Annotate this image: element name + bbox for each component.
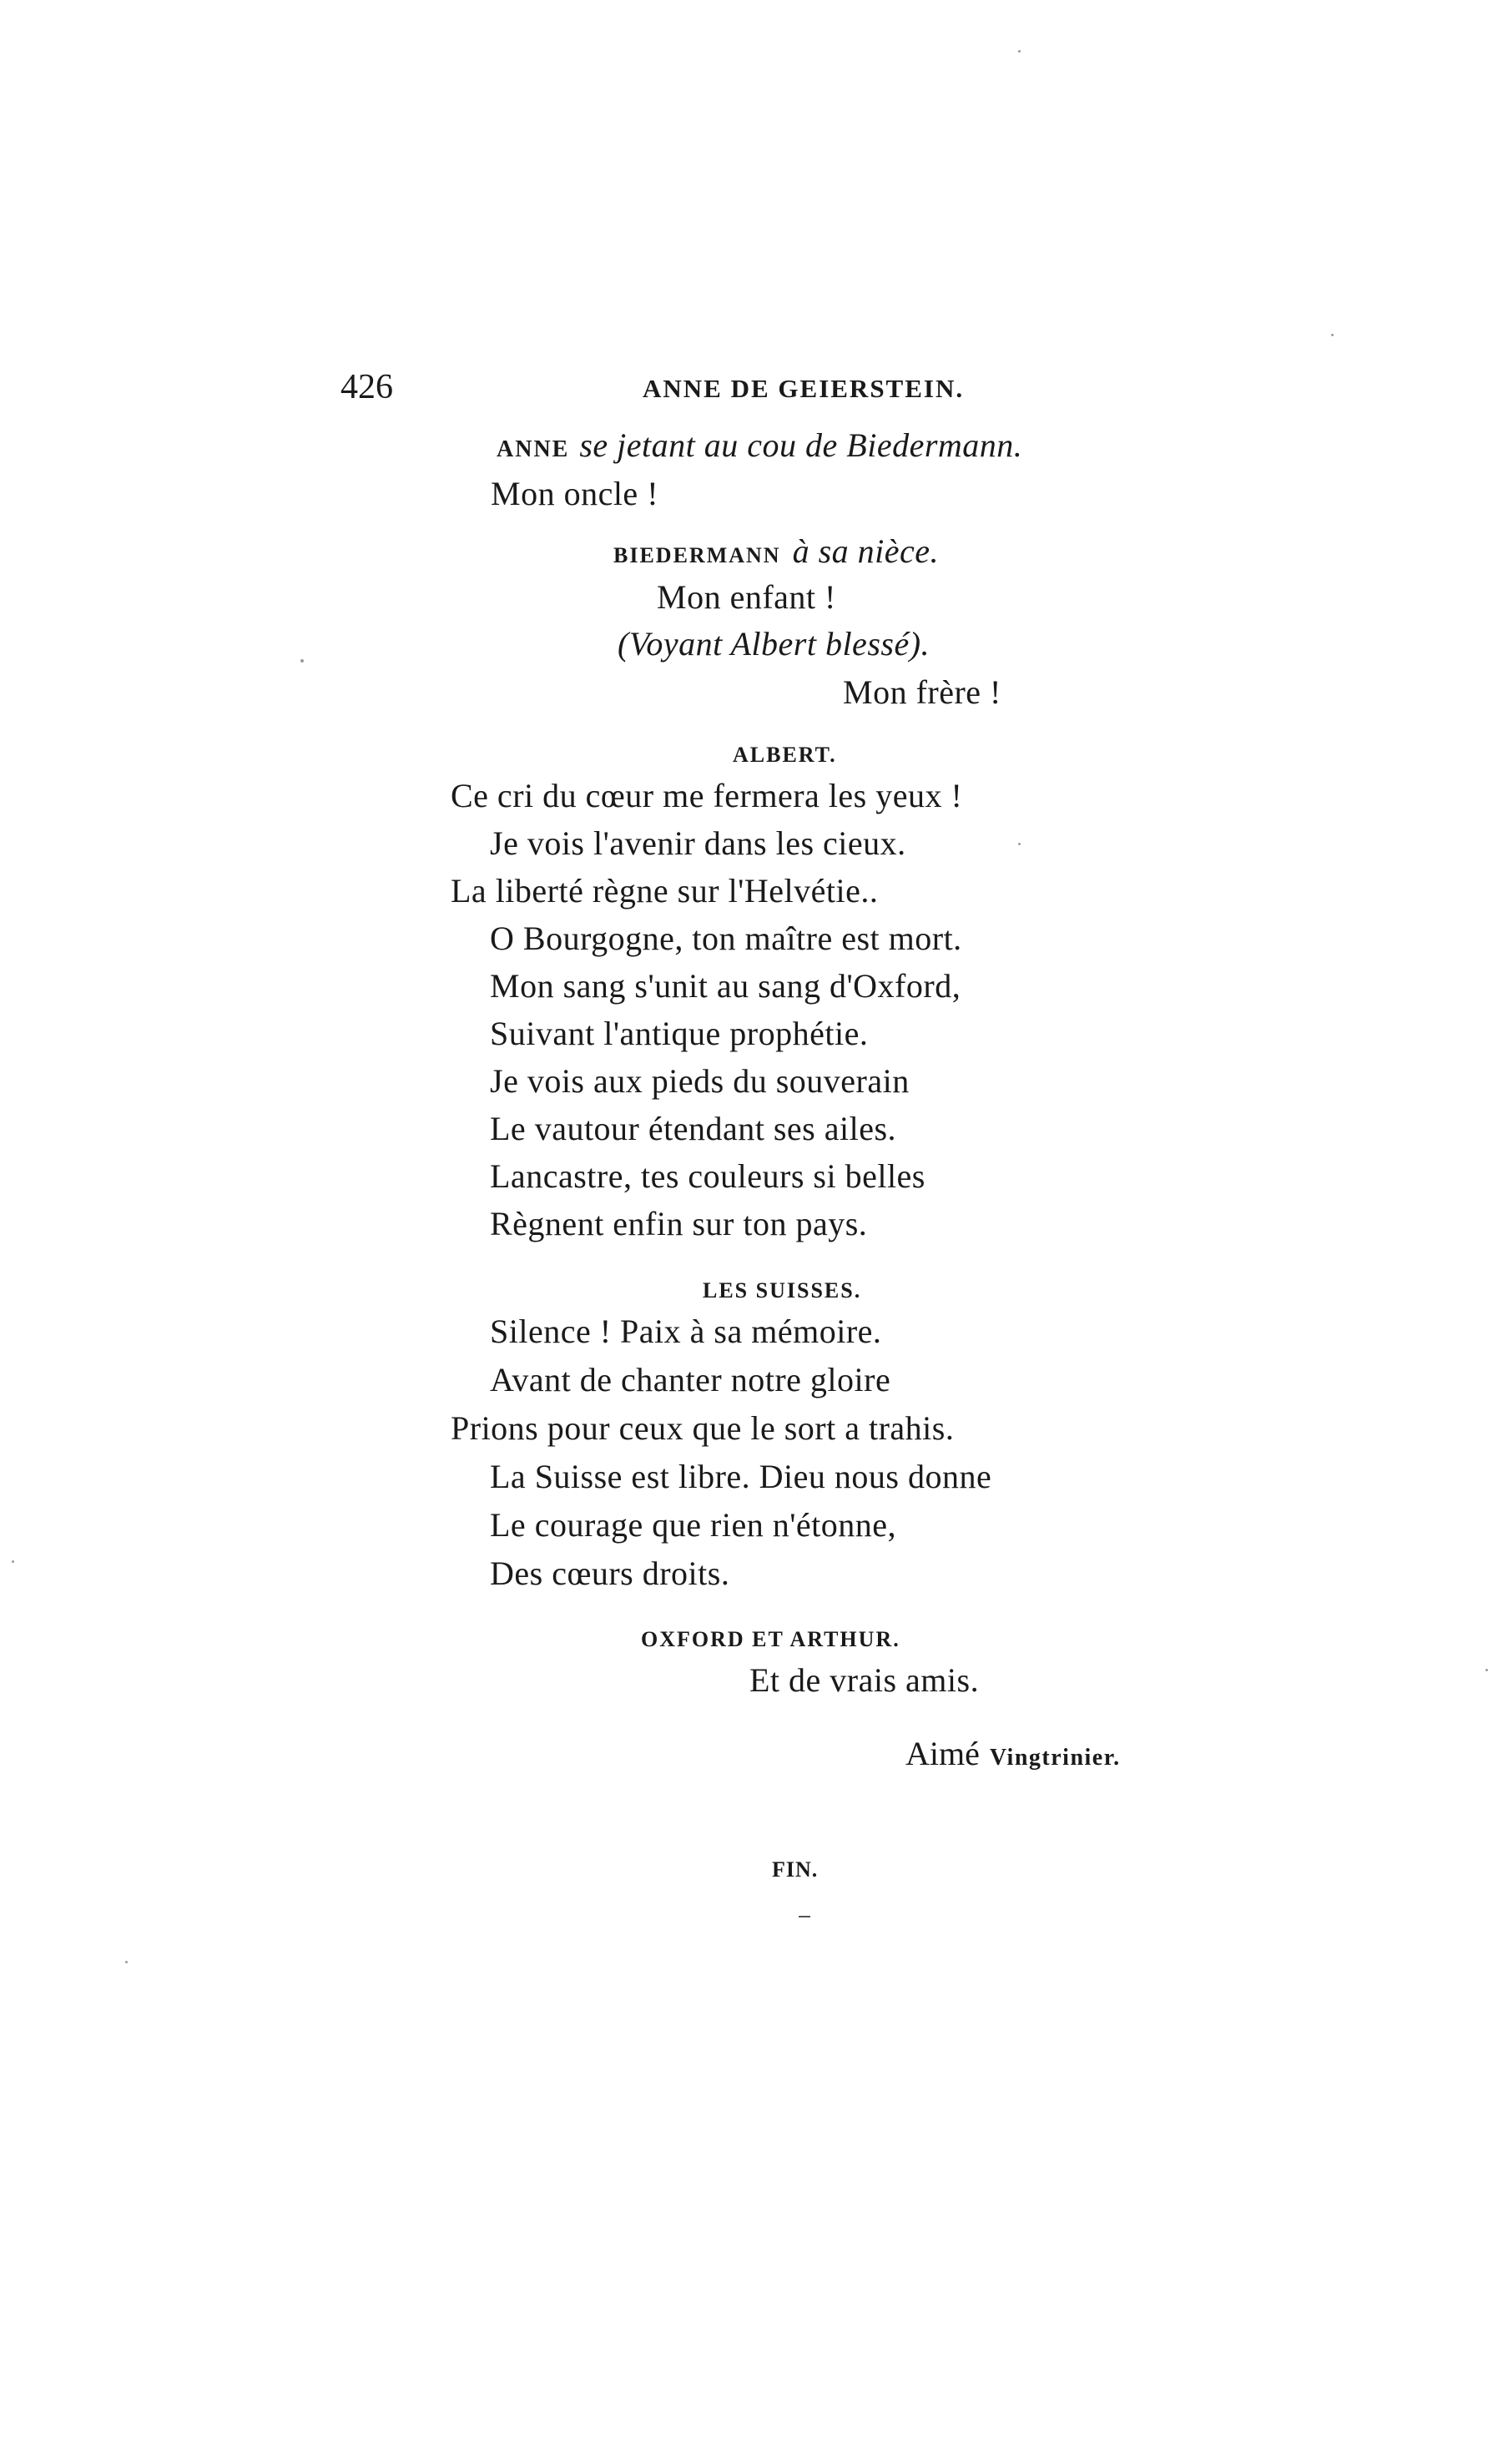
verse-line: Mon oncle ! — [491, 475, 659, 512]
author-first-name: Aimé — [905, 1735, 980, 1772]
verse-line: Je vois l'avenir dans les cieux. — [490, 824, 906, 862]
verse-line: La liberté règne sur l'Helvétie.. — [451, 872, 879, 910]
author-signature — [905, 1734, 1121, 1773]
verse-line: Suivant l'antique prophétie. — [490, 1015, 869, 1052]
verse-line: Avant de chanter notre gloire — [490, 1361, 891, 1398]
verse-line: Ce cri du cœur me fermera les yeux ! — [451, 777, 963, 814]
verse-line: O Bourgogne, ton maître est mort. — [490, 920, 962, 957]
scan-speck — [300, 659, 304, 663]
stage-direction-biedermann: à sa nièce. — [792, 532, 940, 570]
verse-line: Je vois aux pieds du souverain — [490, 1062, 910, 1100]
verse-line: Silence ! Paix à sa mémoire. — [490, 1313, 882, 1350]
verse-line: Mon frère ! — [843, 673, 1001, 711]
verse-line: Prions pour ceux que le sort a trahis. — [451, 1409, 955, 1447]
verse-line: Mon enfant ! — [657, 578, 836, 616]
scan-speck — [12, 1560, 14, 1563]
page-number: 426 — [340, 368, 393, 406]
scan-speck — [1331, 334, 1334, 336]
verse-line: Et de vrais amis. — [749, 1661, 980, 1699]
author-last-name: Vingtrinier. — [989, 1745, 1121, 1771]
scan-speck — [1018, 843, 1021, 845]
verse-line: Lancastre, tes couleurs si belles — [490, 1157, 925, 1195]
speaker-line-biedermann — [613, 532, 939, 571]
verse-line: Des cœurs droits. — [490, 1554, 730, 1592]
stage-direction-anne: se jetant au cou de Biedermann. — [579, 426, 1023, 464]
verse-line: Le courage que rien n'étonne, — [490, 1506, 897, 1544]
running-title: ANNE DE GEIERSTEIN. — [643, 374, 965, 403]
closing-dash — [799, 1916, 810, 1917]
speaker-oxford-et-arthur: OXFORD ET ARTHUR. — [641, 1627, 900, 1651]
fin-marker: FIN. — [772, 1857, 819, 1882]
verse-line: Mon sang s'unit au sang d'Oxford, — [490, 967, 961, 1005]
scan-speck — [125, 1961, 128, 1963]
scan-speck — [1018, 50, 1021, 53]
speaker-line-anne — [497, 426, 1022, 465]
verse-line: Le vautour étendant ses ailes. — [490, 1110, 897, 1147]
stage-direction-voyant: (Voyant Albert blessé). — [618, 625, 931, 663]
verse-line: Règnent enfin sur ton pays. — [490, 1205, 868, 1242]
scan-speck — [1485, 1669, 1488, 1671]
speaker-albert: ALBERT. — [733, 743, 837, 767]
speaker-les-suisses: LES SUISSES. — [703, 1278, 862, 1303]
speaker-biedermann: BIEDERMANN — [613, 543, 781, 567]
verse-line: La Suisse est libre. Dieu nous donne — [490, 1458, 992, 1495]
speaker-anne: ANNE — [497, 436, 570, 462]
